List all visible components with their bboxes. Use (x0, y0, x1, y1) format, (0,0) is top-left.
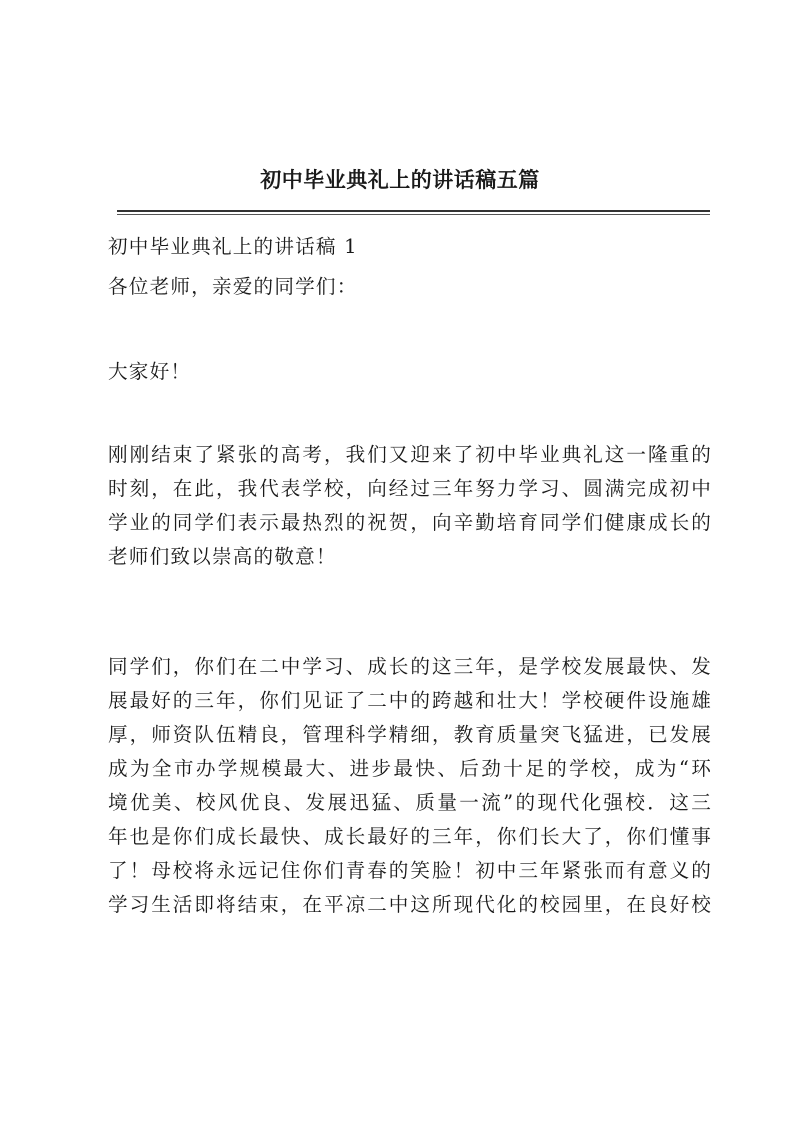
paragraph-1 (108, 438, 712, 574)
greeting (108, 355, 712, 389)
paragraph-line: 境优美、校风优良、发展迅猛、质量一流”的现代化强校．这三 (108, 791, 712, 814)
paragraph-2 (108, 650, 712, 922)
paragraph-line: 刚刚结束了紧张的高考，我们又迎来了初中毕业典礼这一隆重的 (108, 443, 712, 466)
document-title: 初中毕业典礼上的讲话稿五篇 (260, 167, 540, 192)
paragraph-line: 厚，师资队伍精良，管理科学精细，教育质量突飞猛进，已发展 (108, 723, 712, 746)
paragraph-line: 年也是你们成长最快、成长最好的三年，你们长大了，你们懂事 (108, 825, 712, 848)
paragraph-line: 同学们，你们在二中学习、成长的这三年，是学校发展最快、发 (108, 655, 712, 678)
paragraph-line: 学业的同学们表示最热烈的祝贺，向辛勤培育同学们健康成长的 (108, 511, 712, 534)
greeting-line: 大家好！ (108, 360, 192, 383)
subtitle-line: 初中毕业典礼上的讲话稿 1 (108, 235, 358, 258)
title-divider (117, 210, 710, 212)
paragraph-line: 学习生活即将结束，在平凉二中这所现代化的校园里，在良好校 (108, 893, 712, 916)
salutation-line: 各位老师，亲爱的同学们： (108, 275, 358, 298)
paragraph-line: 成为全市办学规模最大、进步最快、后劲十足的学校，成为“环 (108, 757, 712, 780)
salutation (108, 270, 712, 304)
title-divider-thin (117, 214, 710, 215)
paragraph-line: 了！母校将永远记住你们青春的笑脸！初中三年紧张而有意义的 (108, 859, 712, 882)
paragraph-line: 老师们致以崇高的敬意！ (108, 545, 337, 568)
paragraph-line: 展最好的三年，你们见证了二中的跨越和壮大！学校硬件设施雄 (108, 689, 712, 712)
speech-subtitle (108, 230, 712, 264)
paragraph-line: 时刻，在此，我代表学校，向经过三年努力学习、圆满完成初中 (108, 477, 712, 500)
